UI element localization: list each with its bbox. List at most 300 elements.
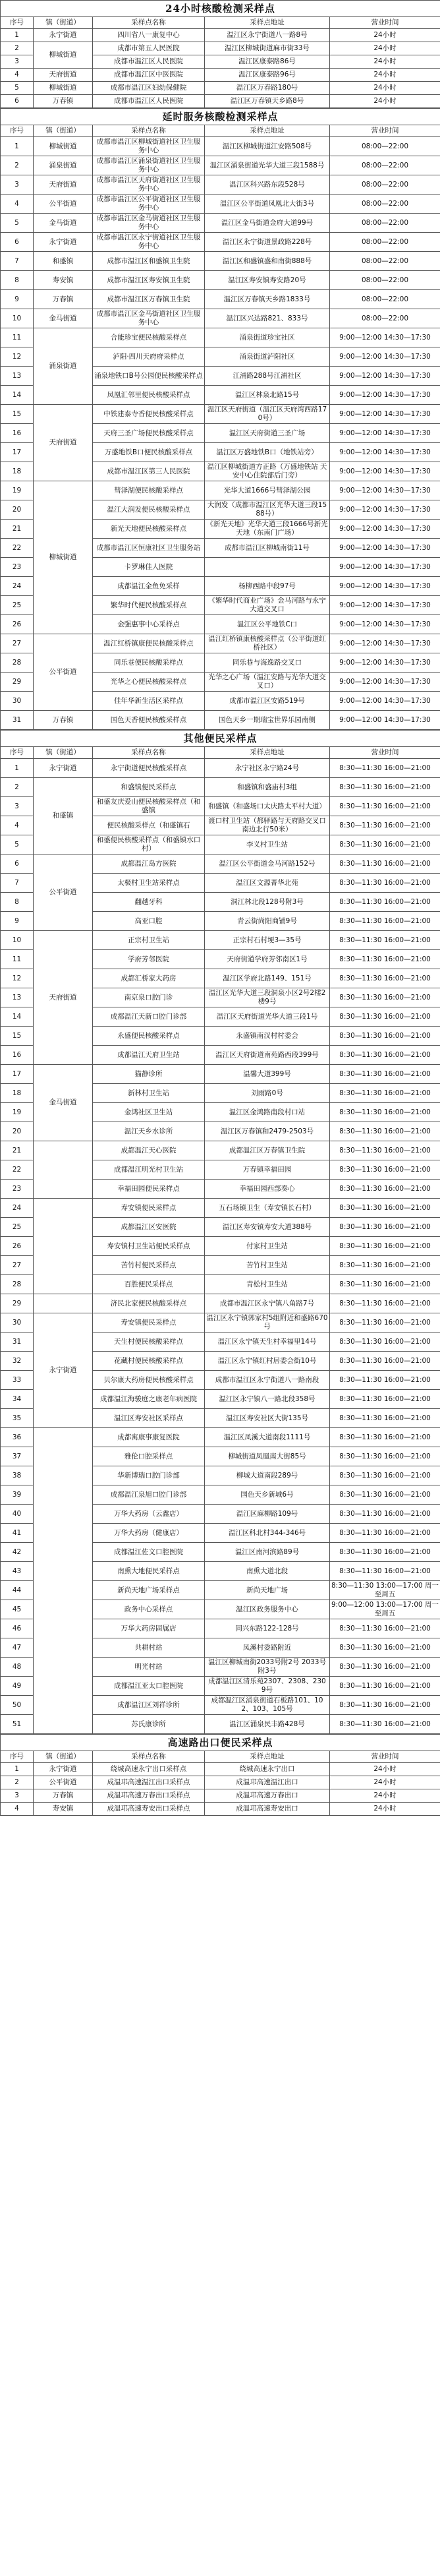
table-cell: 24小时: [330, 55, 440, 69]
table-cell: 8:30—11:30 16:00—21:00: [330, 759, 440, 778]
table-cell: 8:30—11:30 16:00—21:00: [330, 1638, 440, 1658]
table-cell: 成都市温江区中医医院: [93, 69, 205, 82]
table-cell: 3: [1, 175, 34, 195]
table-cell: 公平街道: [34, 195, 93, 214]
table-cell: 万春镇: [34, 95, 93, 108]
table-cell: 成都汇桥家大药房: [93, 969, 205, 988]
table-cell: 39: [1, 1485, 34, 1505]
table-cell: 温江区万春镇天乡路1833号: [205, 290, 330, 309]
table-cell: 33: [1, 1371, 34, 1390]
table-cell: 温江区和盛镇盛和南街888号: [205, 252, 330, 271]
table-cell: 温江区天府街道光华大道三段1号: [205, 1007, 330, 1027]
table-cell: 万华大药房（健康店）: [93, 1524, 205, 1543]
table-cell: 9:00—12:00 14:30—17:30: [330, 634, 440, 653]
table-cell: 10: [1, 309, 34, 328]
table-cell: 08:00—22:00: [330, 137, 440, 156]
table-cell: 温江区天府街道南苑路西段399号: [205, 1046, 330, 1065]
table-cell: 24小时: [330, 1789, 440, 1803]
table-cell: 8:30—11:30 16:00—21:00: [330, 1237, 440, 1256]
table-cell: 25: [1, 1218, 34, 1237]
table-cell: 9:00—12:00 14:30—17:30: [330, 653, 440, 673]
table-cell: 成温邛高速万春出口采样点: [93, 1789, 205, 1803]
table-cell: 47: [1, 1638, 34, 1658]
table-cell: 成都温江佐文口腔医院: [93, 1543, 205, 1562]
table-cell: 翻越牙科: [93, 893, 205, 912]
column-header: 营业时间: [330, 17, 440, 29]
table-row: [1, 195, 440, 214]
table-cell: 成都温江区涌泉街道石板路101、102、103、105号: [205, 1696, 330, 1715]
table-cell: 刘雨路0号: [205, 1084, 330, 1103]
table-cell: 19: [1, 481, 34, 500]
table-cell: 9:00—12:00 14:30—17:30: [330, 711, 440, 730]
table-cell: 温江区天府街道三圣广场: [205, 424, 330, 443]
column-header: 采样点地址: [205, 17, 330, 29]
table-cell: 温江区金鸿路南段村口站: [205, 1103, 330, 1122]
table-row: [1, 634, 440, 653]
table-cell: [34, 1199, 93, 1294]
table-cell: 成都市温江区妇幼保健院: [93, 82, 205, 95]
table-cell: 35: [1, 1409, 34, 1428]
table-cell: 永盛镇南汊村村委会: [205, 1027, 330, 1046]
table-cell: 柳城街道: [34, 82, 93, 95]
table-cell: 8:30—11:30 16:00—21:00: [330, 778, 440, 797]
table-cell: 华新博瑞口腔门诊部: [93, 1466, 205, 1485]
table-cell: 8: [1, 893, 34, 912]
table-cell: 凤溪村委路附近: [205, 1638, 330, 1658]
table-cell: 45: [1, 1600, 34, 1619]
table-cell: 万盛地铁B口便民核酸采样点: [93, 443, 205, 462]
table-cell: 14: [1, 1007, 34, 1027]
table-cell: 李义村卫生站: [205, 835, 330, 854]
table-cell: 51: [1, 1715, 34, 1734]
table-cell: 寿安镇便民采样点: [93, 1313, 205, 1333]
table-cell: [34, 1294, 93, 1313]
table-cell: 成都市温江区金马街道社区卫生服务中心: [93, 309, 205, 328]
table-cell: 11: [1, 950, 34, 969]
table-cell: 永宁街道: [34, 233, 93, 252]
table-cell: 8:30—11:30 16:00—21:00: [330, 1007, 440, 1027]
table-cell: 9: [1, 290, 34, 309]
table-row: [1, 252, 440, 271]
table-cell: 3: [1, 1789, 34, 1803]
section-table: [0, 730, 440, 1734]
table-cell: 成都市温江区恒康社区卫生服务站: [93, 539, 205, 558]
table-cell: 新尚天地广场: [205, 1581, 330, 1600]
table-cell: 9:00—12:00 14:30—17:30: [330, 558, 440, 577]
table-cell: 成都市温江区天府街道社区卫生服务中心: [93, 175, 205, 195]
table-cell: 永宁社区永宁路24号: [205, 759, 330, 778]
table-cell: 5: [1, 214, 34, 233]
column-header: 序号: [1, 125, 34, 137]
section-title: 24小时核酸检测采样点: [1, 1, 440, 17]
table-cell: 4: [1, 195, 34, 214]
table-cell: 34: [1, 1390, 34, 1409]
table-cell: 柳城街道: [34, 137, 93, 156]
table-cell: 14: [1, 386, 34, 405]
table-cell: 温江区林泉北路15号: [205, 386, 330, 405]
table-cell: 9:00—12:00 14:30—17:30: [330, 405, 440, 424]
table-cell: 6: [1, 233, 34, 252]
table-cell: 成都市温江区和盛镇卫生院: [93, 252, 205, 271]
table-cell: 成都市温江区公平街道社区卫生服务中心: [93, 195, 205, 214]
table-cell: 8:30—11:30 16:00—21:00: [330, 1505, 440, 1524]
table-cell: 正宗村卫生站: [93, 931, 205, 950]
table-cell: 温江区万春镇天乡路8号: [205, 95, 330, 108]
table-cell: 成都温江区清乐苑2307、2308、2309号: [205, 1677, 330, 1696]
table-row: [1, 1065, 440, 1084]
table-cell: 天生村便民核酸采样点: [93, 1333, 205, 1352]
table-row: [1, 1141, 440, 1160]
table-cell: 11: [1, 328, 34, 347]
table-cell: 金鸿社区卫生站: [93, 1103, 205, 1122]
column-header: 序号: [1, 747, 34, 759]
table-cell: 和盛镇（和盛场口太庆路太平村大道）: [205, 797, 330, 816]
column-header: 营业时间: [330, 747, 440, 759]
table-cell: 18: [1, 462, 34, 481]
table-cell: 成都市温江区柳城南街11号: [205, 539, 330, 558]
table-cell: 20: [1, 500, 34, 520]
table-cell: 温江区涌泉街道光华大道三段1588号: [205, 156, 330, 175]
table-cell: 7: [1, 252, 34, 271]
column-header: 营业时间: [330, 125, 440, 137]
table-cell: 8:30—11:30 16:00—21:00: [330, 797, 440, 816]
table-cell: 成都温江天心医院: [93, 1141, 205, 1160]
table-cell: 万春镇: [34, 711, 93, 730]
table-cell: 绕城高速永宁出口: [205, 1763, 330, 1776]
table-cell: 08:00—22:00: [330, 252, 440, 271]
table-cell: [205, 558, 330, 577]
table-cell: 25: [1, 596, 34, 615]
table-cell: 15: [1, 405, 34, 424]
table-cell: 温江区南河滨路89号: [205, 1543, 330, 1562]
table-cell: 24小时: [330, 29, 440, 42]
table-row: [1, 82, 440, 95]
table-cell: 渡口村卫生站（都驿路与天府路交叉口南边北行50米）: [205, 816, 330, 835]
table-row: [1, 233, 440, 252]
table-cell: 高亚口腔: [93, 912, 205, 931]
table-cell: 万华大药房（云鑫店）: [93, 1505, 205, 1524]
table-cell: 9:00—12:00 14:30—17:30: [330, 539, 440, 558]
table-cell: 温江区寿安镇寿安大道388号: [205, 1218, 330, 1237]
table-cell: 五石场镇卫生（寿安镇长石村）: [205, 1199, 330, 1218]
table-cell: 同乐巷与海逸路交叉口: [205, 653, 330, 673]
table-cell: 8:30—11:30 16:00—21:00: [330, 1677, 440, 1696]
table-cell: 温江区寿安社区大街135号: [205, 1409, 330, 1428]
table-cell: 9:00—12:00 14:30—17:30: [330, 443, 440, 462]
table-cell: 绕城高速永宁出口采样点: [93, 1763, 205, 1776]
table-cell: 苏氏康诊所: [93, 1715, 205, 1734]
table-cell: 8:30—11:30 16:00—21:00: [330, 950, 440, 969]
table-cell: 光华之心便民核酸采样点: [93, 673, 205, 692]
table-cell: 23: [1, 1180, 34, 1199]
table-cell: 成都市温江区柳城街道社区卫生服务中心: [93, 137, 205, 156]
column-header: 序号: [1, 17, 34, 29]
table-cell: 成温邛高速寿安出口采样点: [93, 1803, 205, 1816]
table-cell: 08:00—22:00: [330, 271, 440, 290]
table-cell: 温江区涌泉民丰路428号: [205, 1715, 330, 1734]
table-cell: 柳城街道凤凰南大街85号: [205, 1447, 330, 1466]
table-cell: 44: [1, 1581, 34, 1600]
table-cell: 和盛镇: [34, 778, 93, 854]
table-cell: 温江区万盛地铁B口（地铁站旁）: [205, 443, 330, 462]
table-cell: 温江区光华大道三段洞泉小区2号2楼2楼9号: [205, 988, 330, 1007]
table-cell: 国色天乡新城6号: [205, 1485, 330, 1505]
table-cell: 温江区柳城南街2033号附2号 2033号附3号: [205, 1658, 330, 1677]
table-cell: 万华大药房固属店: [93, 1619, 205, 1638]
table-cell: 24小时: [330, 42, 440, 55]
table-cell: 29: [1, 1294, 34, 1313]
table-cell: 8:30—11:30 16:00—21:00: [330, 1543, 440, 1562]
table-cell: 温江区康泰路96号: [205, 69, 330, 82]
table-cell: 08:00—22:00: [330, 214, 440, 233]
table-cell: 光华大道1666号彗泽湖公园: [205, 481, 330, 500]
table-cell: 苦竹村便民采样点: [93, 1256, 205, 1275]
table-cell: 50: [1, 1696, 34, 1715]
table-cell: 成温邛高速温江出口采样点: [93, 1776, 205, 1789]
table-cell: 成温邛高速万春出口: [205, 1789, 330, 1803]
table-row: [1, 309, 440, 328]
table-cell: 1: [1, 759, 34, 778]
table-cell: 8:30—11:30 16:00—21:00: [330, 1180, 440, 1199]
table-cell: 成都温江天新口腔门诊部: [93, 1007, 205, 1027]
table-cell: 温江区万春镇和2479-2503号: [205, 1122, 330, 1141]
table-cell: 10: [1, 931, 34, 950]
table-cell: 彗泽湖便民核酸采样点: [93, 481, 205, 500]
table-cell: 22: [1, 539, 34, 558]
table-cell: 成都市温江区寿安镇卫生院: [93, 271, 205, 290]
table-row: [1, 1294, 440, 1313]
table-cell: 8:30—11:30 16:00—21:00: [330, 1256, 440, 1275]
table-cell: 8:30—11:30 16:00—21:00: [330, 854, 440, 874]
table-cell: 政务中心采样点: [93, 1600, 205, 1619]
table-cell: 4: [1, 69, 34, 82]
table-cell: 成温邛高速温江出口: [205, 1776, 330, 1789]
table-cell: 青松村卫生站: [205, 1275, 330, 1294]
table-cell: 8:30—11:30 16:00—21:00: [330, 1313, 440, 1333]
table-cell: 万春镇: [34, 290, 93, 309]
table-cell: 1: [1, 137, 34, 156]
table-cell: 南京泉口腔门诊: [93, 988, 205, 1007]
table-cell: 南熏大道北段: [205, 1562, 330, 1581]
table-cell: 成都温江岛方医院: [93, 854, 205, 874]
table-cell: 08:00—22:00: [330, 156, 440, 175]
table-row: [1, 137, 440, 156]
table-cell: 8:30—11:30 16:00—21:00: [330, 1371, 440, 1390]
table-cell: 9:00—12:00 13:00—17:00 周一至周五: [330, 1600, 440, 1619]
table-cell: 寿安镇: [34, 1803, 93, 1816]
table-cell: 和盛镇和盛庙村3组: [205, 778, 330, 797]
table-cell: 涌泉地铁口B号公园便民核酸采样点: [93, 367, 205, 386]
table-row: [1, 95, 440, 108]
table-cell: 49: [1, 1677, 34, 1696]
table-cell: 8:30—11:30 16:00—21:00: [330, 1218, 440, 1237]
table-cell: 温江区万春路180号: [205, 82, 330, 95]
table-cell: 《新光天地》光华大道三段1666号新光天地（东南门广场）: [205, 520, 330, 539]
table-cell: 成都市温江区永宁街道社区卫生服务中心: [93, 233, 205, 252]
table-cell: 太极村卫生站采样点: [93, 874, 205, 893]
column-header: 序号: [1, 1751, 34, 1763]
table-cell: 8:30—11:30 16:00—21:00: [330, 1658, 440, 1677]
section-table: [0, 1734, 440, 1816]
table-cell: 正宗村石村埂3—35号: [205, 931, 330, 950]
section-table: [0, 0, 440, 108]
table-cell: 济民北家便民核酸采样点: [93, 1294, 205, 1313]
table-cell: 温江区麻柳路109号: [205, 1505, 330, 1524]
table-cell: 31: [1, 711, 34, 730]
table-cell: 9:00—12:00 14:30—17:30: [330, 596, 440, 615]
table-row: [1, 481, 440, 500]
table-cell: 2: [1, 42, 34, 55]
table-cell: 温江区永宁街道八一路8号: [205, 29, 330, 42]
table-cell: 繁华时代便民核酸采样点: [93, 596, 205, 615]
table-cell: 9:00—12:00 14:30—17:30: [330, 520, 440, 539]
table-row: [1, 854, 440, 874]
table-cell: 9:00—12:00 14:30—17:30: [330, 328, 440, 347]
table-cell: 国色天乡一期瑞宝世界乐园南侧: [205, 711, 330, 730]
table-cell: 天府街道: [34, 175, 93, 195]
table-cell: 27: [1, 634, 34, 653]
table-cell: 永宁街道便民核酸采样点: [93, 759, 205, 778]
table-cell: 8:30—11:30 16:00—21:00: [330, 1466, 440, 1485]
table-cell: 08:00—22:00: [330, 233, 440, 252]
table-cell: 29: [1, 673, 34, 692]
table-cell: 金强惠事中心采样点: [93, 615, 205, 634]
table-cell: 泸阳·四川天府府采样点: [93, 347, 205, 367]
table-row: [1, 214, 440, 233]
table-cell: 9:00—12:00 14:30—17:30: [330, 500, 440, 520]
table-cell: 成都市温江区金马街道社区卫生服务中心: [93, 214, 205, 233]
table-cell: 和盛便民核酸采样点（和盛镇水口村）: [93, 835, 205, 854]
table-cell: 温江天乡水诊所: [93, 1122, 205, 1141]
table-cell: 8:30—11:30 16:00—21:00: [330, 1696, 440, 1715]
table-cell: 寿安镇村卫生站便民采样点: [93, 1237, 205, 1256]
table-cell: 天府街道学府芳邻南区1号: [205, 950, 330, 969]
table-cell: 国色天香便民核酸采样点: [93, 711, 205, 730]
table-cell: 光华之心广场（温江安路与光华大道交叉口）: [205, 673, 330, 692]
table-cell: 凤凰汇邻里便民核酸采样点: [93, 386, 205, 405]
table-cell: 成都市温江区第三人民医院: [93, 462, 205, 481]
table-cell: 杨柳西路中段97号: [205, 577, 330, 596]
table-cell: 4: [1, 816, 34, 835]
table-cell: 08:00—22:00: [330, 175, 440, 195]
table-cell: 天府街道: [34, 69, 93, 82]
table-cell: 8:30—11:30 16:00—21:00: [330, 1046, 440, 1065]
table-cell: 涌泉街道泸阳社区: [205, 347, 330, 367]
table-row: [1, 778, 440, 797]
table-cell: 22: [1, 1160, 34, 1180]
table-cell: 42: [1, 1543, 34, 1562]
table-cell: 金马街道: [34, 1065, 93, 1141]
table-cell: 成都温江泉旭口腔门诊部: [93, 1485, 205, 1505]
table-cell: 成都温江区刘祥诊所: [93, 1696, 205, 1715]
table-cell: 温江红桥镇康核酸采样点（公平街道红桥社区）: [205, 634, 330, 653]
table-cell: 21: [1, 1141, 34, 1160]
table-cell: 8:30—11:30 16:00—21:00: [330, 816, 440, 835]
table-row: [1, 175, 440, 195]
table-cell: 温馨大道399号: [205, 1065, 330, 1084]
table-cell: 寿安镇: [34, 271, 93, 290]
table-cell: 16: [1, 1046, 34, 1065]
table-cell: 江浦路288号江浦社区: [205, 367, 330, 386]
table-cell: 共耕村站: [93, 1638, 205, 1658]
table-cell: 四川省八一康复中心: [93, 29, 205, 42]
table-cell: 和盛镇便民采样点: [93, 778, 205, 797]
table-cell: 8:30—11:30 16:00—21:00: [330, 1275, 440, 1294]
table-cell: 天府街道: [34, 405, 93, 481]
table-cell: 2: [1, 1776, 34, 1789]
table-cell: 17: [1, 1065, 34, 1084]
table-row: [1, 711, 440, 730]
column-header: 采样点地址: [205, 747, 330, 759]
table-cell: 温江区寿安社区采样点: [93, 1409, 205, 1428]
table-cell: 同兴东路122-128号: [205, 1619, 330, 1638]
table-cell: 成都温江金鱼免采样: [93, 577, 205, 596]
table-cell: 8:30—11:30 16:00—21:00: [330, 912, 440, 931]
table-cell: 永盛便民核酸采样点: [93, 1027, 205, 1046]
column-header: 采样点地址: [205, 125, 330, 137]
table-cell: 温江区柳城街道方正路（万盛地铁站 天安中心住院部后门旁）: [205, 462, 330, 481]
table-cell: 苦竹村卫生站: [205, 1256, 330, 1275]
table-cell: 大润发（成都市温江区光华大道三段1588号）: [205, 500, 330, 520]
table-cell: 永宁街道: [34, 1313, 93, 1428]
table-cell: 温江区柳城街道江安路508号: [205, 137, 330, 156]
table-cell: 温江区寿安镇寿安路20号: [205, 271, 330, 290]
table-row: [1, 1763, 440, 1776]
table-cell: 3: [1, 797, 34, 816]
table-cell: 24小时: [330, 1763, 440, 1776]
table-row: [1, 931, 440, 950]
table-cell: 天府街道: [34, 931, 93, 1065]
table-cell: 26: [1, 1237, 34, 1256]
table-row: [1, 271, 440, 290]
table-cell: 8:30—11:30 16:00—21:00: [330, 1141, 440, 1160]
table-cell: 雅伦口腔采样点: [93, 1447, 205, 1466]
column-header: 营业时间: [330, 1751, 440, 1763]
table-cell: 8:30—11:30 16:00—21:00: [330, 1390, 440, 1409]
table-cell: 永宁街道: [34, 1763, 93, 1776]
table-cell: 3: [1, 55, 34, 69]
table-cell: 成都温江明光村卫生站: [93, 1160, 205, 1180]
column-header: 采样点名称: [93, 747, 205, 759]
table-cell: 《繁华时代商业广场》金马河路与永宁大道交叉口: [205, 596, 330, 615]
table-cell: 08:00—22:00: [330, 309, 440, 328]
table-row: [1, 1428, 440, 1447]
table-cell: 温江区凤溪大道南段1111号: [205, 1428, 330, 1447]
table-cell: 温江区康泰路86号: [205, 55, 330, 69]
table-cell: 8: [1, 271, 34, 290]
table-cell: 9:00—12:00 14:30—17:30: [330, 577, 440, 596]
table-cell: 温江区公平街道金马河路152号: [205, 854, 330, 874]
table-cell: 公平街道: [34, 1776, 93, 1789]
table-cell: 幸福田园西部奏心: [205, 1180, 330, 1199]
table-row: [1, 29, 440, 42]
section-title: 其他便民采样点: [1, 731, 440, 747]
column-header: 镇（街道）: [34, 747, 93, 759]
table-cell: 付家村卫生站: [205, 1237, 330, 1256]
table-cell: 6: [1, 854, 34, 874]
table-cell: 8:30—11:30 16:00—21:00: [330, 1715, 440, 1734]
section-title: 延时服务核酸检测采样点: [1, 109, 440, 125]
table-row: [1, 1199, 440, 1218]
table-cell: 成都温江区安医院: [93, 1218, 205, 1237]
table-cell: 寿安镇便民采样点: [93, 1199, 205, 1218]
table-cell: 温江红桥镇康便民核酸采样点: [93, 634, 205, 653]
table-cell: 20: [1, 1122, 34, 1141]
table-cell: 公平街道: [34, 854, 93, 931]
table-cell: 8:30—11:30 16:00—21:00: [330, 1333, 440, 1352]
table-cell: 24小时: [330, 95, 440, 108]
table-cell: 温江区永宁镇八一路北段358号: [205, 1390, 330, 1409]
